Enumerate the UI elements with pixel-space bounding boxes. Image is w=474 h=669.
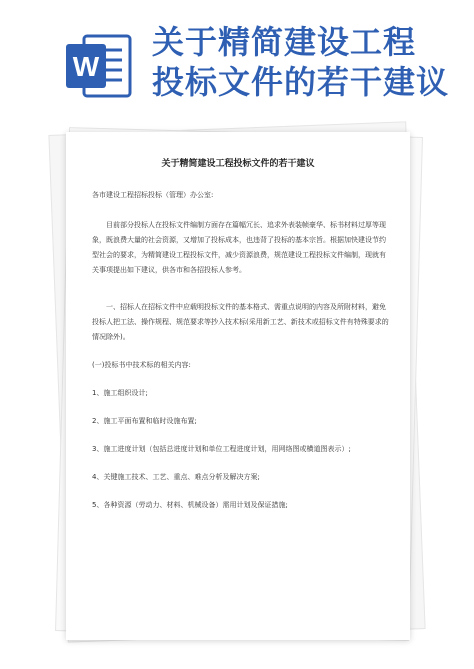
document-title: 关于精简建设工程投标文件的若干建议	[161, 159, 315, 169]
banner-title-line2: 投标文件的若干建议	[152, 63, 450, 101]
list-item: 3、施工进度计划（包括总进度计划和单位工程进度计划，用网络图或横道图表示）;	[92, 445, 351, 453]
list-item: 2、施工平面布置和临时设施布置;	[92, 417, 197, 425]
word-icon	[62, 30, 134, 102]
intro-paragraph	[92, 218, 392, 278]
banner	[0, 0, 474, 118]
list-item: 5、各种资源（劳动力、材料、机械设备）需用计划及保证措施;	[92, 501, 288, 509]
addressee: 各市建设工程招标投标（管理）办公室:	[92, 191, 214, 199]
banner-title-line1: 关于精简建设工程	[152, 23, 417, 61]
list-item: 4、关键施工技术、工艺、重点、难点分析及解决方案;	[92, 473, 260, 481]
banner-title	[152, 22, 462, 102]
sub-heading-1: (一)投标书中技术标的相关内容:	[92, 361, 191, 369]
item-1-paragraph	[92, 300, 392, 345]
document-page	[66, 132, 410, 640]
item-1-text: 一、招标人在招标文件中应载明投标文件的基本格式、需重点说明的内容及所附材料，避免投标人把工法、操作规程、规范要求等抄入技术标(采用新工艺、新技术或招标文件有特殊要求的情况除外)。	[92, 303, 389, 341]
intro-text: 目前部分投标人在投标文件编制方面存在篇幅冗长、追求外表装帧豪华、标书材料过厚等现象，既浪费大量的社会资源，又增加了投标成本，也违背了投标的基本宗旨。根据加快建设节约型社会的要求，为精简建设工程投标文件，减少资源浪费，规范建设工程投标文件编制，现就有关事项提出如下建议，供各市和各招投标人参考。	[92, 221, 386, 274]
list-item: 1、施工组织设计;	[92, 389, 148, 397]
word-icon-letter: W	[72, 51, 100, 82]
